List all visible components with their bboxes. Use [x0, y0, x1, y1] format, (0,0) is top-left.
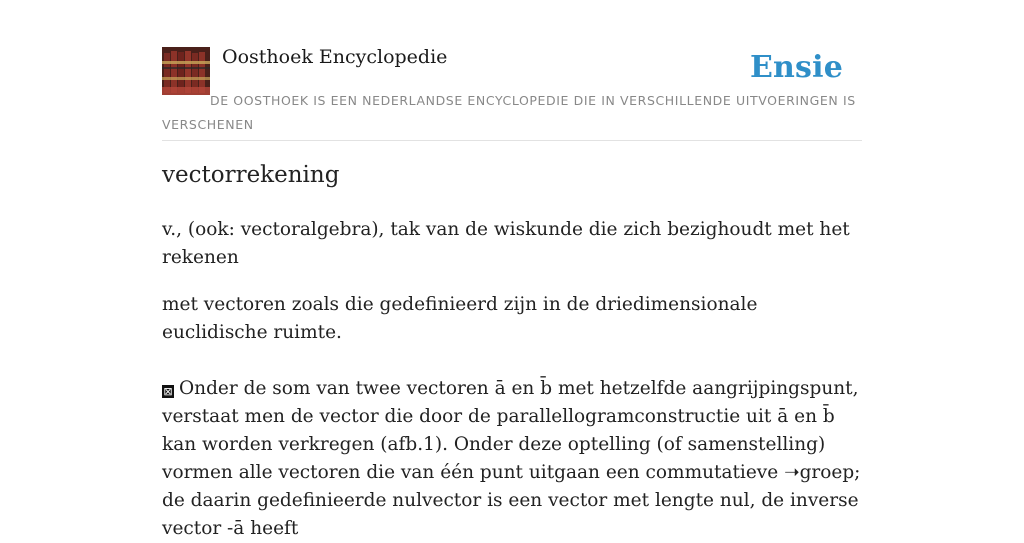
page-container — [162, 0, 862, 539]
site-tagline: DE OOSTHOEK IS EEN NEDERLANDSE ENCYCLOPEDIE DIE IN VERSCHILLENDE UITVOERINGEN IS VERSCHENEN — [162, 93, 856, 132]
encyclopedia-books-avatar[interactable] — [162, 47, 210, 95]
article-paragraph-3-text: Onder de som van twee vectoren ā en b̄ met hetzelfde aangrijpingspunt, verstaat men de vector die door de parallellogramconstructie uit ā en b̄ kan worden verkregen (afb.1). Onder deze optelling (of samenstelling) vormen alle vectoren die van één punt uitgaan een commutatieve ➝groep; de daarin gedefinieerde nulvector is een vector met lengte nul, de inverse vector -ā heeft — [162, 378, 861, 539]
article-paragraph-1: v., (ook: vectoralgebra), tak van de wiskunde die zich bezighoudt met het rekenen — [162, 219, 850, 268]
article-paragraph-2: met vectoren zoals die gedefinieerd zijn in de driedimensionale euclidische ruimte. — [162, 294, 758, 343]
ensie-logo[interactable]: Ensie — [749, 50, 843, 85]
missing-glyph-icon: ⊠ — [163, 385, 173, 398]
article-title: vectorrekening — [162, 162, 340, 188]
article-paragraph-3 — [162, 375, 862, 543]
site-name[interactable]: Oosthoek Encyclopedie — [222, 46, 448, 68]
site-header — [162, 0, 862, 141]
